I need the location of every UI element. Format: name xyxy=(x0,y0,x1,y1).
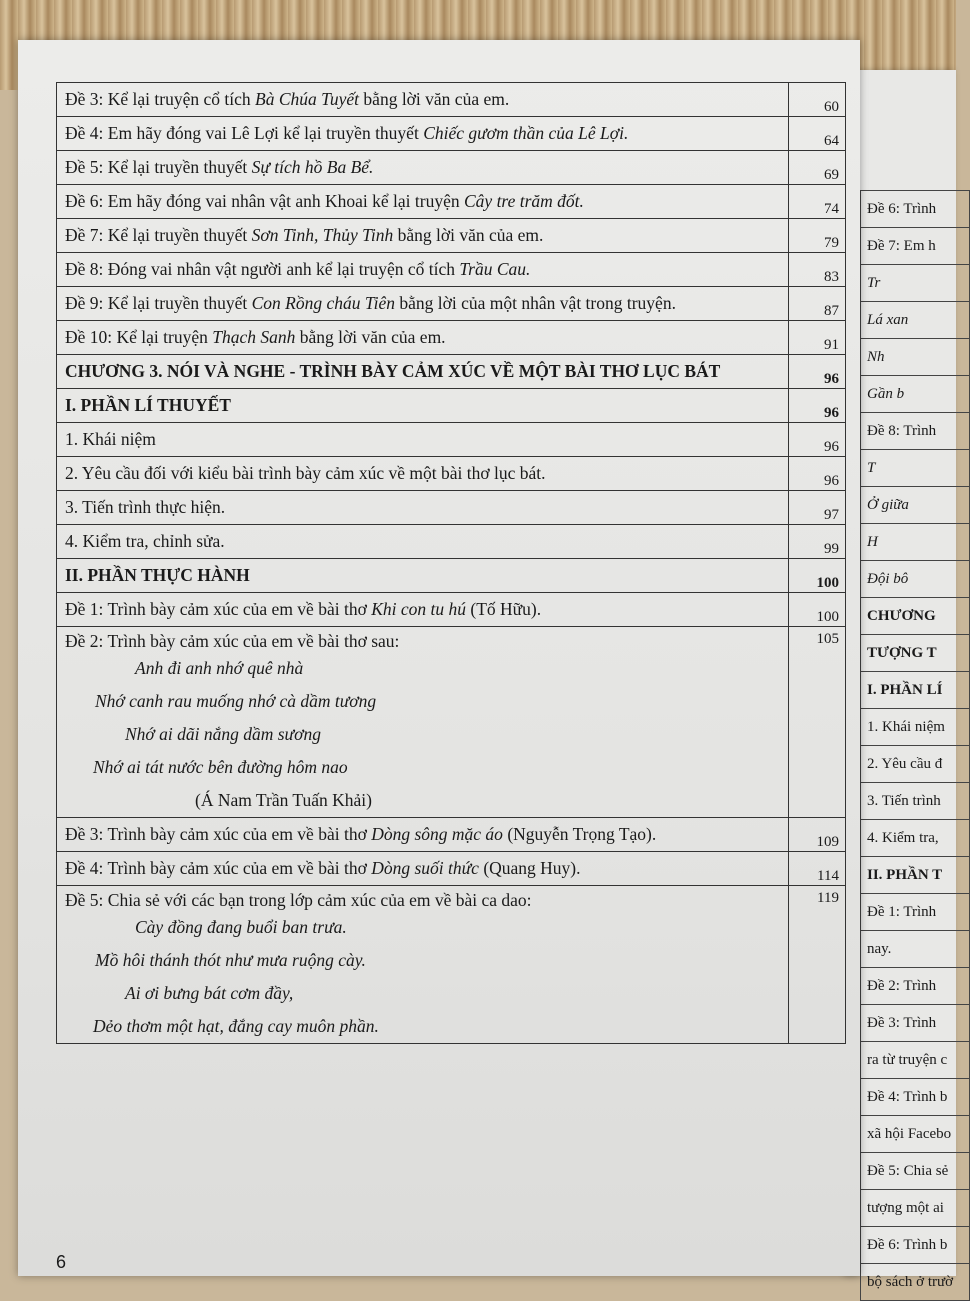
entry-prefix: Đề 1: Trình bày cảm xúc của em về bài thơ xyxy=(65,599,372,619)
toc-row xyxy=(57,423,846,457)
adjacent-entry-text: ra từ truyện c xyxy=(861,1042,970,1079)
adjacent-row xyxy=(861,931,970,968)
toc-entry-text xyxy=(57,253,789,287)
toc-page-number: 96 xyxy=(789,457,846,491)
toc-entry-text: I. PHẦN LÍ THUYẾT xyxy=(57,389,789,423)
toc-row xyxy=(57,83,846,117)
page-number: 6 xyxy=(56,1252,67,1272)
toc-row xyxy=(57,219,846,253)
toc-row xyxy=(57,886,846,1044)
toc-row xyxy=(57,185,846,219)
entry-suffix: bằng lời của một nhân vật trong truyện. xyxy=(395,293,676,313)
toc-page-number: 96 xyxy=(789,423,846,457)
entry-title: Khi con tu hú xyxy=(371,599,466,619)
adjacent-row xyxy=(861,598,970,635)
adjacent-row xyxy=(861,1264,970,1301)
toc-row xyxy=(57,321,846,355)
toc-row xyxy=(57,818,846,852)
adjacent-row xyxy=(861,1227,970,1264)
toc-entry-text xyxy=(57,593,789,627)
toc-entry-text xyxy=(57,627,789,818)
entry-prefix: Đề 5: Chia sẻ với các bạn trong lớp cảm xúc của em về bài ca dao: xyxy=(65,890,532,910)
adjacent-entry-text: nay. xyxy=(861,931,970,968)
adjacent-entry-text: Nh xyxy=(861,339,970,376)
adjacent-entry-text: Đề 1: Trình xyxy=(861,894,970,931)
toc-page-number: 114 xyxy=(789,852,846,886)
toc-row xyxy=(57,559,846,593)
poem-block xyxy=(65,652,780,817)
adjacent-row xyxy=(861,487,970,524)
adjacent-entry-text: Đội bô xyxy=(861,561,970,598)
adjacent-entry-text: I. PHẦN LÍ xyxy=(861,672,970,709)
entry-title: Dòng sông mặc áo xyxy=(371,824,503,844)
entry-title: Dòng suối thức xyxy=(371,858,479,878)
adjacent-row xyxy=(861,1116,970,1153)
adjacent-page-table xyxy=(860,190,970,1301)
toc-page-number: 99 xyxy=(789,525,846,559)
toc-page-number: 64 xyxy=(789,117,846,151)
toc-row xyxy=(57,627,846,818)
toc-entry-text: 3. Tiến trình thực hiện. xyxy=(57,491,789,525)
adjacent-entry-text: Đề 6: Trình xyxy=(861,191,970,228)
entry-title: Sơn Tinh, Thủy Tinh xyxy=(251,225,394,245)
entry-suffix: (Quang Huy). xyxy=(478,858,581,878)
toc-page-number: 69 xyxy=(789,151,846,185)
adjacent-row xyxy=(861,450,970,487)
entry-title: Cây tre trăm đốt. xyxy=(464,191,584,211)
toc-page-number: 91 xyxy=(789,321,846,355)
adjacent-row xyxy=(861,635,970,672)
toc-page-number: 83 xyxy=(789,253,846,287)
toc-entry-text xyxy=(57,287,789,321)
entry-prefix: Đề 3: Kể lại truyện cổ tích xyxy=(65,89,256,109)
adjacent-row xyxy=(861,1153,970,1190)
toc-entry-text: 2. Yêu cầu đối với kiểu bài trình bày cảm xúc về một bài thơ lục bát. xyxy=(57,457,789,491)
toc-page-number: 109 xyxy=(789,818,846,852)
poem-line: Cày đồng đang buổi ban trưa. xyxy=(135,917,347,937)
entry-title: Trầu Cau. xyxy=(459,259,531,279)
entry-prefix: Đề 9: Kể lại truyền thuyết xyxy=(65,293,252,313)
toc-page-number: 87 xyxy=(789,287,846,321)
adjacent-entry-text: H xyxy=(861,524,970,561)
adjacent-entry-text: Tr xyxy=(861,265,970,302)
toc-entry-text: 4. Kiểm tra, chỉnh sửa. xyxy=(57,525,789,559)
toc-page-number: 119 xyxy=(789,886,846,1044)
adjacent-row xyxy=(861,413,970,450)
entry-suffix: (Tố Hữu). xyxy=(466,599,542,619)
toc-row xyxy=(57,491,846,525)
entry-suffix: bằng lời văn của em. xyxy=(295,327,446,347)
toc-entry-text xyxy=(57,321,789,355)
adjacent-row xyxy=(861,968,970,1005)
toc-page-number: 97 xyxy=(789,491,846,525)
adjacent-entry-text: CHƯƠNG xyxy=(861,598,970,635)
adjacent-entry-text: Đề 2: Trình xyxy=(861,968,970,1005)
adjacent-entry-text: 4. Kiểm tra, xyxy=(861,820,970,857)
toc-entry-text xyxy=(57,852,789,886)
toc-entry-text: CHƯƠNG 3. NÓI VÀ NGHE - TRÌNH BÀY CẢM XÚC VỀ MỘT BÀI THƠ LỤC BÁT xyxy=(57,355,789,389)
entry-prefix: Đề 5: Kể lại truyền thuyết xyxy=(65,157,252,177)
adjacent-entry-text: Đề 3: Trình xyxy=(861,1005,970,1042)
adjacent-row xyxy=(861,228,970,265)
adjacent-row xyxy=(861,709,970,746)
toc-row xyxy=(57,389,846,423)
adjacent-entry-text: 1. Khái niệm xyxy=(861,709,970,746)
toc-entry-text: 1. Khái niệm xyxy=(57,423,789,457)
toc-entry-text xyxy=(57,185,789,219)
poem-line: Nhớ ai dãi nắng dầm sương xyxy=(125,724,321,744)
poem-line: Ai ơi bưng bát cơm đầy, xyxy=(125,983,294,1003)
toc-row xyxy=(57,253,846,287)
poem-line: Nhớ canh rau muống nhớ cà dầm tương xyxy=(95,691,377,711)
adjacent-entry-text: 3. Tiến trình xyxy=(861,783,970,820)
toc-entry-text xyxy=(57,151,789,185)
adjacent-row xyxy=(861,672,970,709)
adjacent-entry-text: xã hội Facebo xyxy=(861,1116,970,1153)
poem-block xyxy=(65,911,780,1043)
adjacent-entry-text: bộ sách ở trườ xyxy=(861,1264,970,1301)
adjacent-entry-text: T xyxy=(861,450,970,487)
adjacent-entry-text: tượng một ai xyxy=(861,1190,970,1227)
toc-row xyxy=(57,525,846,559)
toc-row xyxy=(57,117,846,151)
toc-page-number: 96 xyxy=(789,355,846,389)
table-of-contents xyxy=(56,82,846,1044)
toc-entry-text xyxy=(57,83,789,117)
toc-row xyxy=(57,457,846,491)
entry-prefix: Đề 4: Trình bày cảm xúc của em về bài thơ xyxy=(65,858,372,878)
entry-prefix: Đề 8: Đóng vai nhân vật người anh kể lại truyện cổ tích xyxy=(65,259,460,279)
adjacent-entry-text: TƯỢNG T xyxy=(861,635,970,672)
poem-line: Dẻo thơm một hạt, đắng cay muôn phần. xyxy=(93,1016,379,1036)
poem-author: (Á Nam Trần Tuấn Khải) xyxy=(195,790,372,810)
adjacent-row xyxy=(861,746,970,783)
poem-line: Mồ hôi thánh thót như mưa ruộng cày. xyxy=(95,950,366,970)
entry-title: Thạch Sanh xyxy=(212,327,296,347)
toc-entry-text xyxy=(57,219,789,253)
adjacent-row xyxy=(861,1190,970,1227)
adjacent-page xyxy=(846,70,956,1290)
toc-row xyxy=(57,852,846,886)
entry-title: Sự tích hồ Ba Bể. xyxy=(251,157,374,177)
toc-page-number: 74 xyxy=(789,185,846,219)
adjacent-entry-text: Đề 8: Trình xyxy=(861,413,970,450)
adjacent-row xyxy=(861,524,970,561)
toc-row xyxy=(57,287,846,321)
toc-page-number: 96 xyxy=(789,389,846,423)
entry-title: Con Rồng cháu Tiên xyxy=(251,293,396,313)
adjacent-row xyxy=(861,1005,970,1042)
toc-page-number: 105 xyxy=(789,627,846,818)
toc-page-number: 100 xyxy=(789,559,846,593)
toc-page-number: 79 xyxy=(789,219,846,253)
toc-entry-text xyxy=(57,818,789,852)
toc-row xyxy=(57,151,846,185)
poem-line: Anh đi anh nhớ quê nhà xyxy=(135,658,304,678)
entry-prefix: Đề 2: Trình bày cảm xúc của em về bài thơ sau: xyxy=(65,631,400,651)
adjacent-entry-text: Ở giữa xyxy=(861,487,970,524)
toc-entry-text: II. PHẦN THỰC HÀNH xyxy=(57,559,789,593)
entry-suffix: (Nguyễn Trọng Tạo). xyxy=(502,824,657,844)
adjacent-row xyxy=(861,783,970,820)
adjacent-row xyxy=(861,894,970,931)
entry-suffix: bằng lời văn của em. xyxy=(393,225,544,245)
adjacent-row xyxy=(861,857,970,894)
adjacent-entry-text: II. PHẦN T xyxy=(861,857,970,894)
adjacent-row xyxy=(861,1079,970,1116)
entry-prefix: Đề 6: Em hãy đóng vai nhân vật anh Khoai kể lại truyện xyxy=(65,191,464,211)
adjacent-row xyxy=(861,376,970,413)
adjacent-entry-text: 2. Yêu cầu đ xyxy=(861,746,970,783)
adjacent-row xyxy=(861,561,970,598)
adjacent-entry-text: Đề 7: Em h xyxy=(861,228,970,265)
adjacent-entry-text: Đề 4: Trình b xyxy=(861,1079,970,1116)
entry-prefix: Đề 10: Kể lại truyện xyxy=(65,327,213,347)
adjacent-row xyxy=(861,265,970,302)
entry-prefix: Đề 3: Trình bày cảm xúc của em về bài thơ xyxy=(65,824,372,844)
adjacent-row xyxy=(861,302,970,339)
toc-page-number: 60 xyxy=(789,83,846,117)
adjacent-row xyxy=(861,191,970,228)
toc-row xyxy=(57,593,846,627)
adjacent-entry-text: Đề 6: Trình b xyxy=(861,1227,970,1264)
entry-title: Chiếc gươm thần của Lê Lợi. xyxy=(423,123,629,143)
adjacent-row xyxy=(861,339,970,376)
toc-page-number: 100 xyxy=(789,593,846,627)
entry-prefix: Đề 7: Kể lại truyền thuyết xyxy=(65,225,252,245)
adjacent-row xyxy=(861,1042,970,1079)
adjacent-entry-text: Đề 5: Chia sẻ xyxy=(861,1153,970,1190)
poem-line: Nhớ ai tát nước bên đường hôm nao xyxy=(93,757,348,777)
toc-entry-text xyxy=(57,117,789,151)
adjacent-entry-text: Lá xan xyxy=(861,302,970,339)
toc-entry-text xyxy=(57,886,789,1044)
entry-prefix: Đề 4: Em hãy đóng vai Lê Lợi kể lại truyền thuyết xyxy=(65,123,424,143)
entry-title: Bà Chúa Tuyết xyxy=(255,89,360,109)
adjacent-row xyxy=(861,820,970,857)
adjacent-entry-text: Gần b xyxy=(861,376,970,413)
entry-suffix: bằng lời văn của em. xyxy=(359,89,510,109)
toc-row xyxy=(57,355,846,389)
